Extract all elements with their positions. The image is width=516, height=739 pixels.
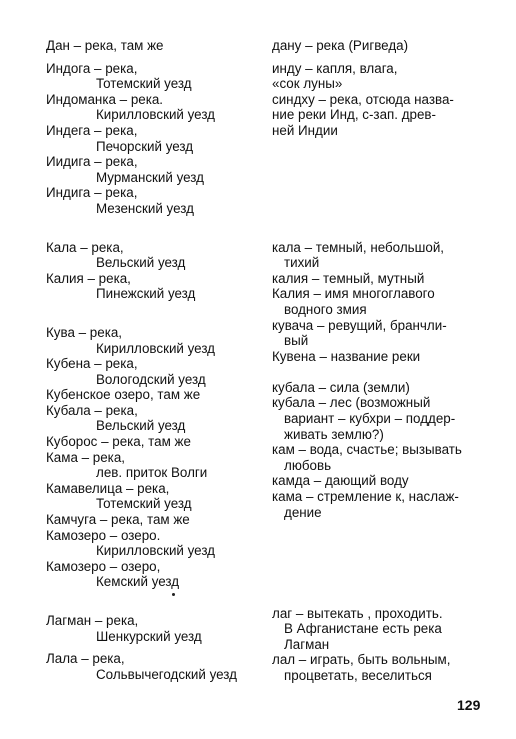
toponym-line: Кемский уезд [96, 574, 180, 590]
toponym-line: Мезенский уезд [96, 200, 194, 216]
toponym-line: Лагман – река, [46, 613, 139, 628]
toponym-line: Печорский уезд [96, 138, 194, 154]
toponym-line: лев. приток Волги [96, 465, 208, 481]
toponym-line: Калия – река, [46, 270, 131, 286]
toponym-line: Индога – река, [46, 60, 138, 76]
toponym-line: Иидига – река, [46, 154, 138, 170]
toponym-line: Кирилловский уезд [96, 340, 215, 356]
toponym-line: Камозеро – озеро, [46, 558, 161, 574]
toponym-line: Камозеро – озеро. [46, 527, 161, 543]
etymology-line: ние реки Инд, с-зап. древ- [272, 107, 436, 123]
etymology-line [272, 551, 492, 567]
etymology-line: кубала – сила (земли) [272, 379, 410, 395]
etymology-line: калия – темный, мутный [272, 270, 425, 286]
etymology-line: синдху – река, отсюда назва- [272, 91, 454, 107]
toponym-line: Тотемский уезд [96, 496, 192, 512]
toponym-line: Камавелица – река, [46, 480, 170, 496]
etymology-line: ней Индии [272, 122, 338, 138]
etymology-line [272, 583, 492, 606]
etymology-line: Кувена – название реки [272, 348, 421, 364]
etymology-line: Лагман [284, 636, 330, 652]
etymology-line: лаг – вытекать , проходить. [272, 605, 443, 621]
etymology-line: водного змия [284, 301, 367, 317]
etymology-line [272, 567, 492, 583]
etymology-line: «сок луны» [272, 76, 343, 92]
toponym-line: Кама – река, [46, 449, 126, 465]
etymology-line: Калия – имя многоглавого [272, 286, 435, 302]
toponym-line: Кубена – река, [46, 356, 138, 372]
etymology-line [272, 139, 492, 155]
etymology-line: камда – дающий воду [272, 473, 409, 489]
toponym-line: Шенкурский уезд [96, 628, 202, 644]
etymology-line [272, 520, 492, 536]
etymology-line: лал – играть, быть вольным, [272, 652, 451, 668]
etymology-line: вый [284, 333, 309, 349]
toponym-line: Вельский уезд [96, 418, 186, 434]
toponym-line: Кирилловский уезд [96, 543, 215, 559]
etymology-line: кама – стремление к, наслаж- [272, 489, 459, 505]
toponym-line: Кубенское озеро, там же [46, 387, 201, 403]
toponym-line: Кирилловский уезд [96, 107, 215, 123]
etymology-line: кубала – лес (возможный [272, 395, 431, 411]
etymology-line [272, 154, 492, 170]
etymology-line [272, 217, 492, 240]
toponym-line: Сольвычегодский уезд [96, 666, 237, 682]
toponym-line: Кала – река, [46, 239, 124, 255]
toponym-line: Вельский уезд [96, 255, 186, 271]
toponym-line: Пинежский уезд [96, 286, 196, 302]
toponym-line [46, 302, 268, 325]
etymology-line: дение [284, 504, 322, 520]
etymology-line: вариант – кубхри – поддер- [284, 411, 456, 427]
toponym-line: Индига – река, [46, 185, 138, 201]
toponym-line: Тотемский уезд [96, 76, 192, 92]
etymology-line: инду – капля, влага, [272, 60, 398, 76]
toponym-line: Индега – река, [46, 122, 138, 138]
etymology-line: тихий [284, 255, 320, 271]
etymology-line: кала – темный, небольшой, [272, 239, 445, 255]
etymology-line: кувача – ревущий, бранчли- [272, 317, 447, 333]
toponym-line: Лала – река, [46, 651, 125, 667]
toponym-line: Мурманский уезд [96, 169, 204, 185]
etymology-line: любовь [284, 457, 332, 473]
toponym-line: Индоманка – река. [46, 91, 164, 107]
toponym-line [46, 644, 268, 651]
etymology-line [272, 185, 492, 201]
etymology-line: живать землю?) [284, 426, 384, 442]
toponym-line [46, 590, 268, 613]
right-column [272, 38, 492, 684]
ink-speck [172, 593, 175, 596]
etymology-line [272, 170, 492, 186]
etymology-line: дану – река (Ригведа) [272, 38, 409, 53]
page-number: 129 [457, 697, 481, 713]
toponym-line: Куборос – река, там же [46, 434, 191, 450]
toponym-line: Кубала – река, [46, 402, 138, 418]
etymology-line [272, 536, 492, 552]
toponym-line: Вологодский уезд [96, 371, 206, 387]
etymology-line: В Афганистане есть река [284, 621, 442, 637]
toponym-line: Дан – река, там же [46, 38, 164, 53]
etymology-line [272, 54, 492, 61]
etymology-line: кам – вода, счастье; вызывать [272, 442, 462, 458]
toponym-line [46, 54, 268, 61]
etymology-line [272, 201, 492, 217]
toponym-line [46, 217, 268, 240]
left-column [46, 38, 268, 682]
etymology-line [272, 364, 492, 380]
etymology-line: процветать, веселиться [284, 667, 432, 683]
toponym-line: Кува – река, [46, 324, 123, 340]
toponym-line: Камчуга – река, там же [46, 512, 190, 528]
